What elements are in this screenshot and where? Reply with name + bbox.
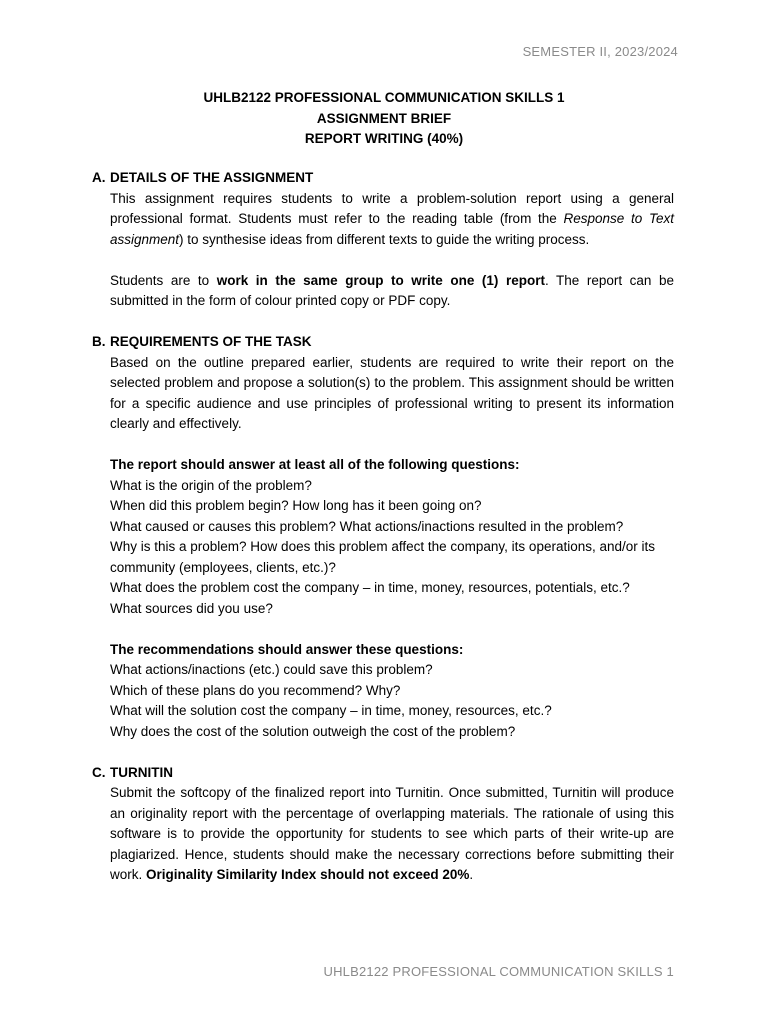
section-a-paragraph-1 — [110, 189, 674, 251]
turnitin-text-end: . — [469, 867, 474, 882]
p2-text: Students are to — [110, 272, 217, 288]
list-item: When did this problem begin? How long has it been going on? — [110, 498, 482, 513]
list-item: Which of these plans do you recommend? Why? — [110, 682, 401, 698]
turnitin-bold: Originality Similarity Index should not exceed 20% — [146, 867, 470, 882]
page-header: SEMESTER II, 2023/2024 — [522, 44, 678, 59]
document-title — [0, 88, 768, 150]
section-a-letter: A. — [92, 170, 106, 185]
title-course: UHLB2122 PROFESSIONAL COMMUNICATION SKILLS 1 — [203, 90, 565, 105]
turnitin-text: Submit the softcopy of the finalized report into Turnitin. Once submitted, Turnitin will produce an originality report with the percentage of overlapping materials. The rationale of using this software is to provide the opportunity for students to see which parts of their write-up are plagiarized. Hence, students should make the necessary corrections before submitting their work. — [110, 785, 674, 882]
list-item: What does the problem cost the company – in time, money, resources, potentials, etc.? — [110, 580, 630, 595]
list-item: Why is this a problem? How does this problem affect the company, its operations, and/or its community (employees, clients, etc.)? — [110, 539, 656, 575]
section-c-paragraph — [110, 783, 674, 886]
list-item: What will the solution cost the company – in time, money, resources, etc.? — [110, 703, 552, 718]
p1-text: This assignment requires students to write a problem-solution report using a general professional format. Students must refer to the reading table (from the — [110, 190, 674, 226]
title-brief: ASSIGNMENT BRIEF — [316, 110, 452, 126]
section-b-title: REQUIREMENTS OF THE TASK — [110, 334, 312, 349]
section-a-title: DETAILS OF THE ASSIGNMENT — [110, 170, 314, 185]
report-questions-heading: The report should answer at least all of the following questions: — [110, 457, 520, 472]
document-body — [92, 168, 674, 886]
title-report: REPORT WRITING (40%) — [304, 131, 464, 146]
section-c-letter: C. — [92, 764, 106, 780]
p1-text-end: ) to synthesise ideas from different texts to guide the writing process. — [179, 231, 590, 247]
list-item: Why does the cost of the solution outweigh the cost of the problem? — [110, 723, 516, 739]
section-a-heading — [92, 168, 674, 189]
list-item: What sources did you use? — [110, 600, 273, 616]
section-b-intro: Based on the outline prepared earlier, students are required to write their report on the selected problem and propose a solution(s) to the problem. This assignment should be written for a specific audience and use principles of professional writing to present its information clearly and effectively. — [110, 354, 674, 431]
section-c-heading — [92, 763, 674, 784]
list-item: What caused or causes this problem? What actions/inactions resulted in the problem? — [110, 518, 624, 534]
p1-italic: Response to Text assignment — [110, 211, 674, 247]
recommendation-questions-heading: The recommendations should answer these questions: — [110, 641, 464, 657]
p2-bold: work in the same group to write one (1) report — [216, 272, 545, 288]
section-b-letter: B. — [92, 334, 106, 349]
list-item: What actions/inactions (etc.) could save this problem? — [110, 662, 433, 677]
recommendation-questions-block — [110, 640, 674, 743]
section-c-title: TURNITIN — [110, 764, 173, 780]
p2-text-end: . The report can be submitted in the form of colour printed copy or PDF copy. — [110, 272, 674, 308]
section-a-paragraph-2 — [110, 271, 674, 312]
section-b-heading — [92, 332, 674, 353]
page-footer: UHLB2122 PROFESSIONAL COMMUNICATION SKILLS 1 — [323, 964, 674, 979]
report-questions-block — [110, 455, 674, 619]
list-item: What is the origin of the problem? — [110, 477, 312, 493]
